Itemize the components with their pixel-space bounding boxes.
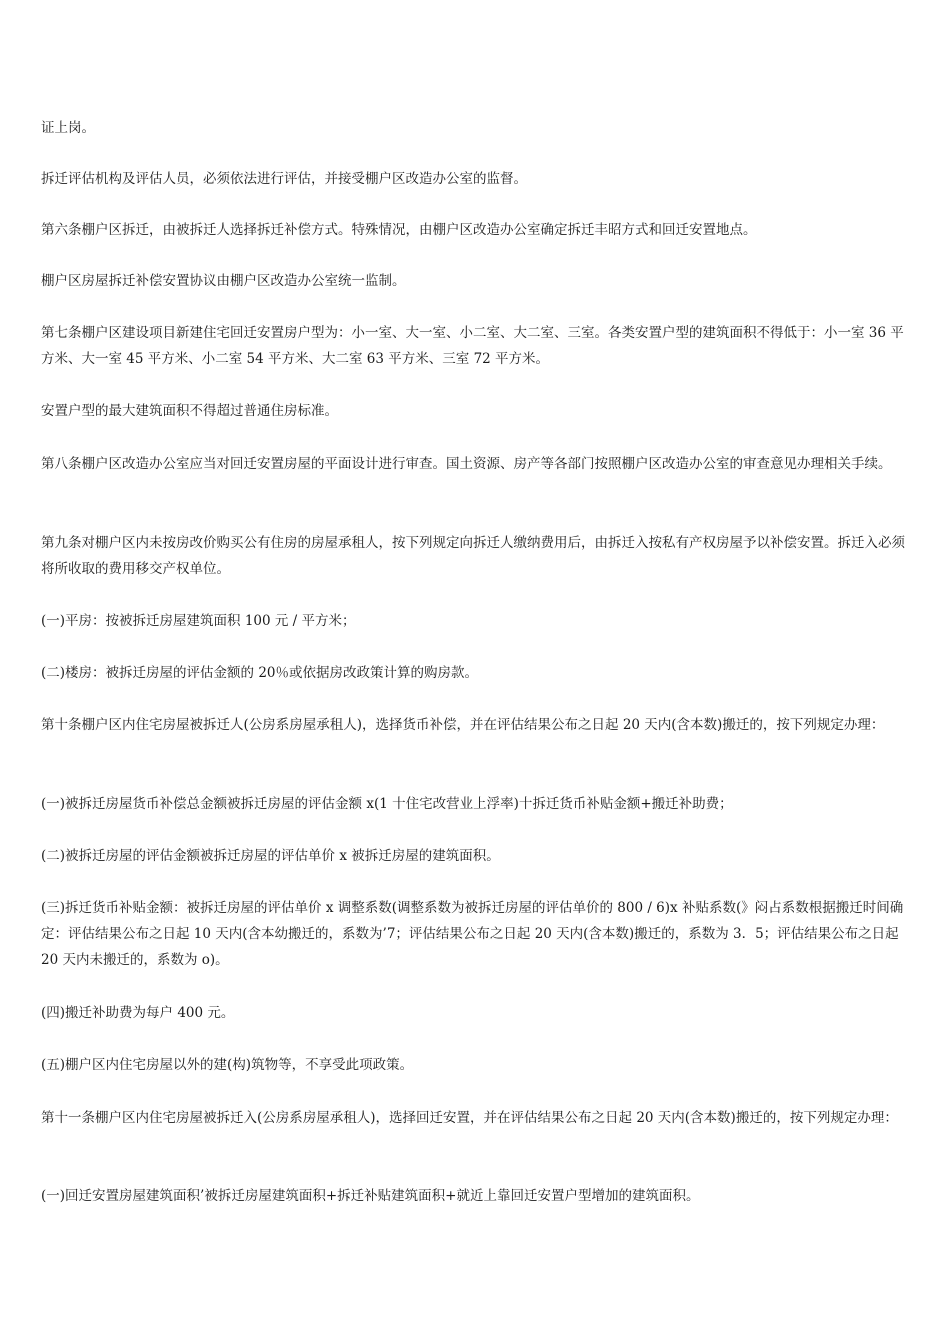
paragraph-5: 第七条棚户区建设项目新建住宅回迁安置房户型为：小一室、大一室、小二室、大二室、三室。各类安置户型的建筑面积不得低于：小一室 36 平方米、大一室 45 平方米、小二室 54 平方米、大二室 63 平方米、三室 72 平方米。 bbox=[41, 325, 904, 367]
paragraph-17: 第十一条棚户区内住宅房屋被拆迁入(公房系房屋承租人)，选择回迁安置，并在评估结果公布之日起 20 天内(含本数)搬迁的，按下列规定办理： bbox=[41, 1110, 898, 1126]
paragraph-15: (四)搬迁补助费为每户 400 元。 bbox=[41, 1005, 235, 1021]
paragraph-6: 安置户型的最大建筑面积不得超过普通住房标准。 bbox=[41, 403, 338, 419]
paragraph-2: 拆迁评估机构及评估人员，必须依法进行评估，并接受棚户区改造办公室的监督。 bbox=[41, 171, 527, 187]
paragraph-10: (二)楼房：被拆迁房屋的评估金额的 20％或依据房改政策计算的购房款。 bbox=[41, 665, 479, 681]
paragraph-18: (一)回迁安置房屋建筑面积’被拆迁房屋建筑面积+拆迁补贴建筑面积+就近上靠回迁安置户型增加的建筑面积。 bbox=[41, 1188, 700, 1204]
paragraph-8: 第九条对棚户区内未按房改价购买公有住房的房屋承租人，按下列规定向拆迁人缴纳费用后，由拆迁入按私有产权房屋予以补偿安置。拆迁入必须将所收取的费用移交产权单位。 bbox=[41, 535, 905, 577]
paragraph-7: 第八条棚户区改造办公室应当对回迁安置房屋的平面设计进行审查。国土资源、房产等各部门按照棚户区改造办公室的审查意见办理相关手续。 bbox=[41, 456, 892, 472]
paragraph-9: (一)平房：按被拆迁房屋建筑面积 100 元 / 平方米； bbox=[41, 613, 356, 629]
paragraph-14: (三)拆迁货币补贴金额：被拆迁房屋的评估单价 x 调整系数(调整系数为被拆迁房屋的评估单价的 800 / 6)x 补贴系数(》闷占系数根据搬迁时间确定：评估结果公布之日起 10 天内(含本幼搬迁的，系数为’7；评估结果公布之日起 20 天内(含本数)搬迁的，系数为 3．5；评估结果公布之日起 20 天内未搬迁的，系数为 o)。 bbox=[41, 900, 904, 968]
paragraph-4: 棚户区房屋拆迁补偿安置协议由棚户区改造办公室统一监制。 bbox=[41, 273, 406, 289]
paragraph-16: (五)棚户区内住宅房屋以外的建(构)筑物等，不享受此项政策。 bbox=[41, 1057, 414, 1073]
paragraph-1: 证上岗。 bbox=[41, 120, 95, 136]
paragraph-3: 第六条棚户区拆迁，由被拆迁人选择拆迁补偿方式。特殊情况，由棚户区改造办公室确定拆迁丰昭方式和回迁安置地点。 bbox=[41, 222, 757, 238]
paragraph-12: (一)被拆迁房屋货币补偿总金额被拆迁房屋的评估金额 x(1 十住宅改营业上浮率)十拆迁货币补贴金额+搬迁补助费； bbox=[41, 796, 733, 812]
paragraph-13: (二)被拆迁房屋的评估金额被拆迁房屋的评估单价 x 被拆迁房屋的建筑面积。 bbox=[41, 848, 500, 864]
paragraph-11: 第十条棚户区内住宅房屋被拆迁人(公房系房屋承租人)，选择货币补偿，并在评估结果公布之日起 20 天内(含本数)搬迁的，按下列规定办理： bbox=[41, 717, 885, 733]
